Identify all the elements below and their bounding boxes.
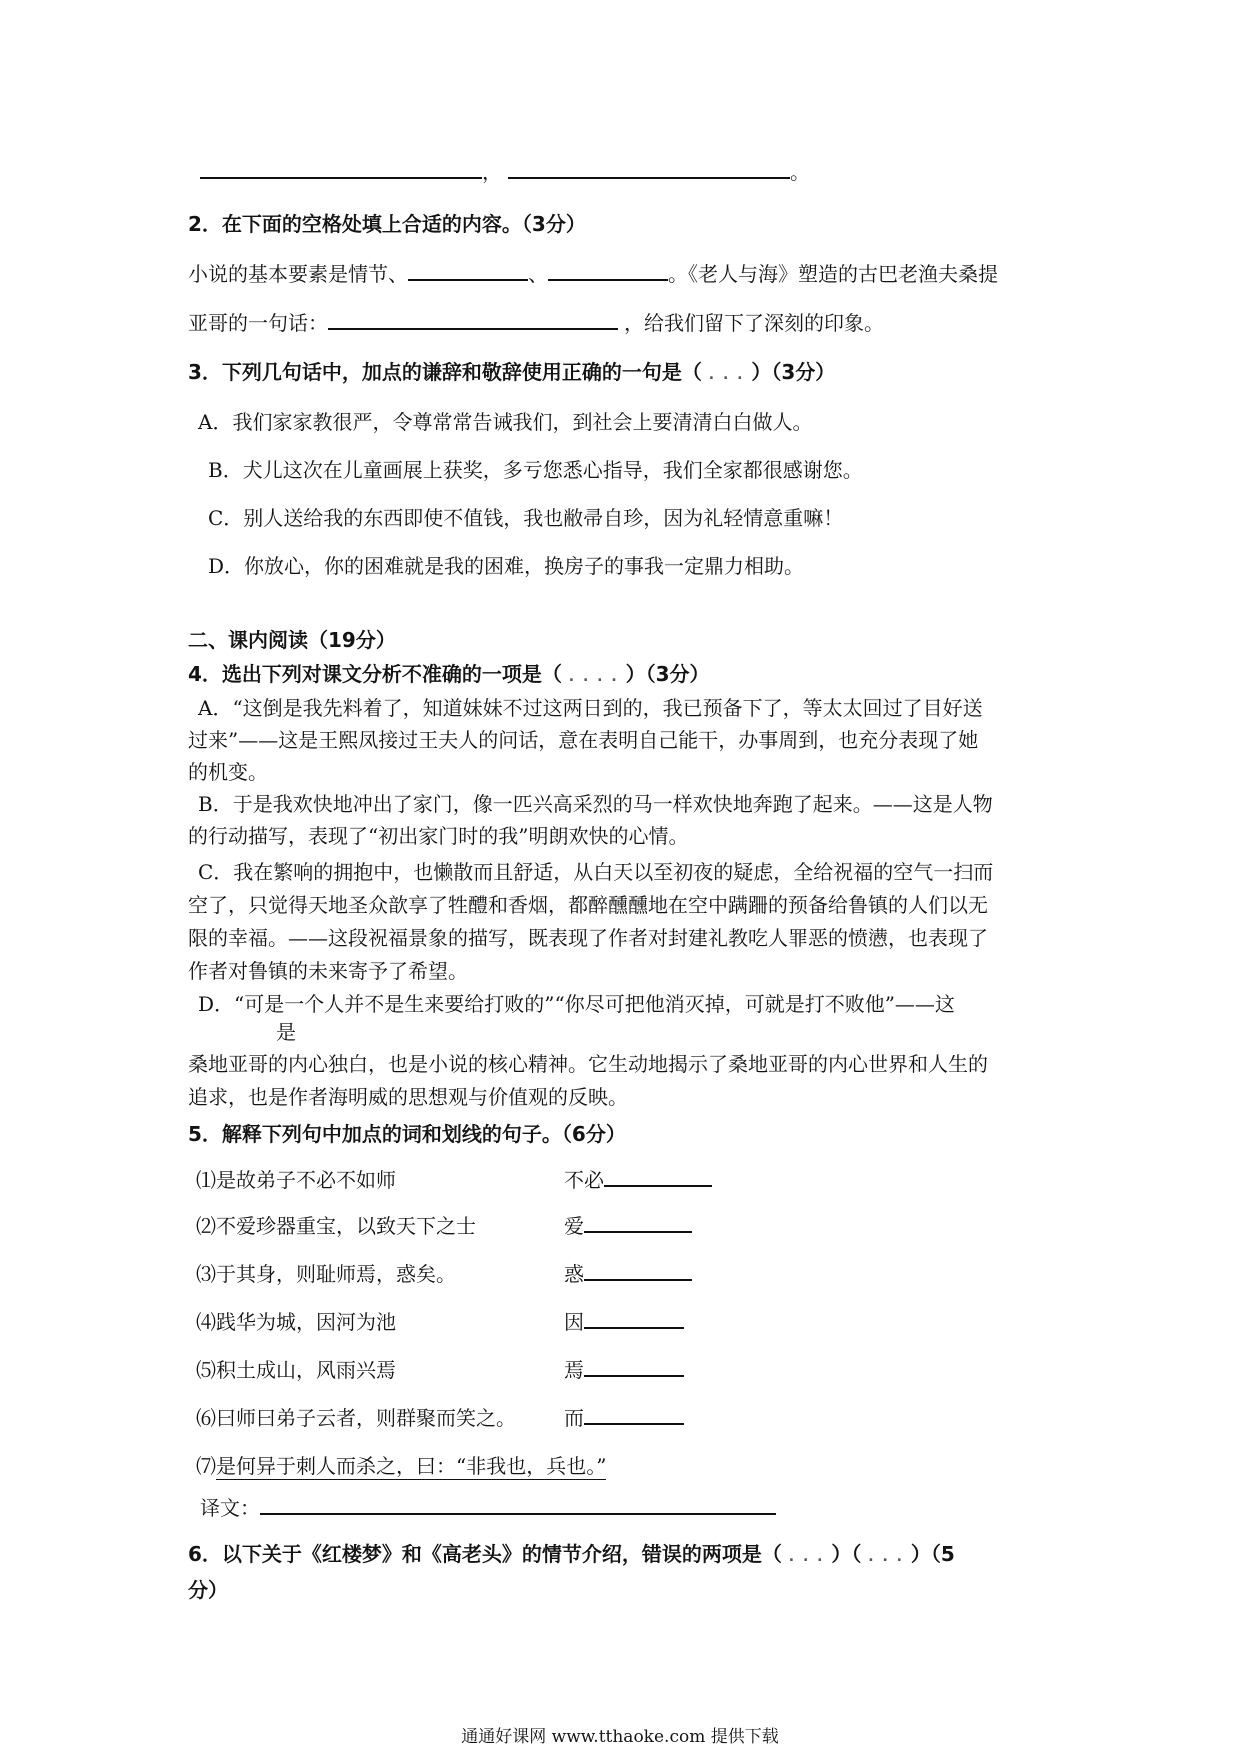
q5-item-answer	[564, 1310, 684, 1334]
q5-translation	[200, 1496, 776, 1520]
section2-title: 二、课内阅读（19分）	[188, 628, 396, 652]
q5-item-answer	[564, 1168, 712, 1192]
q2-line2-a: 亚哥的一句话：	[188, 311, 328, 335]
q6-title-mid: ）（	[831, 1542, 862, 1566]
comma: ，	[482, 160, 502, 184]
q2-line1-b: 。《老人与海》塑造的古巴老渔夫桑提	[668, 262, 998, 286]
q3-option-b: B．犬儿这次在儿童画展上获奖，多亏您悉心指导，我们全家都很感谢您。	[208, 458, 863, 482]
q4-line: 作者对鲁镇的未来寄予了希望。	[188, 959, 468, 983]
q2-blank-character[interactable]	[548, 278, 668, 281]
blank-1[interactable]	[200, 176, 482, 179]
q5-answer-blank[interactable]	[584, 1326, 684, 1329]
q5-item-word: 爱	[564, 1214, 584, 1238]
q3-option-d: D．你放心，你的困难就是我的困难，换房子的事我一定鼎力相助。	[208, 554, 805, 578]
q5-translation-blank[interactable]	[260, 1512, 776, 1515]
q5-answer-blank[interactable]	[584, 1278, 692, 1281]
q5-item-sentence: ⑸积土成山，风雨兴焉	[196, 1358, 396, 1382]
period: 。	[790, 160, 810, 184]
q4-answer-blank[interactable]: . . . .	[561, 669, 626, 685]
q5-item-word: 而	[564, 1406, 584, 1430]
q3-title-b: ）（3分）	[751, 360, 836, 384]
q2-sep: 、	[528, 262, 548, 286]
q5-item-sentence: ⑶于其身，则耻师焉，惑矣。	[196, 1262, 456, 1286]
q6-title-a: 6．以下关于《红楼梦》和《高老头》的情节介绍，错误的两项是（	[188, 1542, 782, 1566]
q4-line: 的机变。	[188, 760, 268, 784]
q2-title: 2．在下面的空格处填上合适的内容。（3分）	[188, 212, 586, 236]
q5-answer-blank[interactable]	[604, 1184, 712, 1187]
q4-line: 的行动描写，表现了“初出家门时的我”明朗欢快的心情。	[188, 824, 689, 848]
q4-line: 桑地亚哥的内心独白，也是小说的核心精神。它生动地揭示了桑地亚哥的内心世界和人生的	[188, 1052, 988, 1076]
q5-item-sentence: ⑹曰师曰弟子云者，则群聚而笑之。	[196, 1406, 516, 1430]
q5-answer-blank[interactable]	[584, 1230, 692, 1233]
q5-answer-blank[interactable]	[584, 1374, 684, 1377]
q2-blank-setting[interactable]	[408, 278, 528, 281]
q2-line1	[188, 262, 998, 286]
q4-line: A．“这倒是我先料着了，知道妹妹不过这两日到的，我已预备下了，等太太回过了目好送	[198, 696, 983, 720]
q2-line1-a: 小说的基本要素是情节、	[188, 262, 408, 286]
q5-item7-underlined: 是何异于刺人而杀之，曰：“非我也，兵也。”	[216, 1454, 607, 1478]
q5-title: 5．解释下列句中加点的词和划线的句子。（6分）	[188, 1122, 626, 1146]
q4-line: 是	[276, 1020, 296, 1044]
q6-title-cont: 分）	[188, 1578, 228, 1602]
q5-item-sentence: ⑷践华为城，因河为池	[196, 1310, 396, 1334]
q5-translation-label: 译文：	[200, 1496, 260, 1520]
q4-line: 追求，也是作者海明威的思想观与价值观的反映。	[188, 1085, 628, 1109]
q5-item-answer	[564, 1214, 692, 1238]
q6-title-b: ）（5	[910, 1542, 955, 1566]
q5-item-word: 焉	[564, 1358, 584, 1382]
q3-option-c: C．别人送给我的东西即使不值钱，我也敝帚自珍，因为礼轻情意重嘛！	[208, 506, 844, 530]
q6-answer-blank-1[interactable]: . . .	[781, 1549, 832, 1565]
q3-option-a: A．我们家家教很严，令尊常常告诫我们，到社会上要清清白白做人。	[198, 410, 813, 434]
q5-item-answer	[564, 1358, 684, 1382]
q4-title	[188, 662, 710, 689]
top-fill-line	[200, 160, 810, 184]
q5-item-sentence: ⑴是故弟子不必不如师	[196, 1168, 396, 1192]
page-footer: 通通好课网 www.tthaoke.com 提供下载	[461, 1727, 779, 1747]
q4-title-b: ）（3分）	[625, 662, 710, 686]
q5-item-word: 因	[564, 1310, 584, 1334]
q5-item-sentence: ⑵不爱珍器重宝，以致天下之士	[196, 1214, 476, 1238]
q5-item7	[196, 1454, 606, 1478]
q3-answer-blank[interactable]: . . .	[701, 367, 752, 383]
q4-line: 空了，只觉得天地圣众歆享了牲醴和香烟，都醉醺醺地在空中蹒跚的预备给鲁镇的人们以无	[188, 893, 988, 917]
q5-answer-blank[interactable]	[584, 1422, 684, 1425]
q4-line: C．我在繁响的拥抱中，也懒散而且舒适，从白天以至初夜的疑虑，全给祝福的空气一扫而	[198, 860, 994, 884]
q2-blank-quote[interactable]	[328, 327, 618, 330]
q3-title-a: 3．下列几句话中，加点的谦辞和敬辞使用正确的一句是（	[188, 360, 702, 384]
q4-line: 过来”——这是王熙凤接过王夫人的问话，意在表明自己能干，办事周到，也充分表现了她	[188, 728, 979, 752]
q4-title-a: 4．选出下列对课文分析不准确的一项是（	[188, 662, 562, 686]
q5-item7-prefix: ⑺	[196, 1454, 216, 1478]
q5-item-word: 惑	[564, 1262, 584, 1286]
q5-item-answer	[564, 1406, 684, 1430]
q2-line2-b: ，给我们留下了深刻的印象。	[624, 311, 884, 335]
q6-answer-blank-2[interactable]: . . .	[861, 1549, 911, 1565]
q2-line2	[188, 311, 884, 335]
q3-title	[188, 360, 835, 387]
q5-item-answer	[564, 1262, 692, 1286]
q4-line: 限的幸福。——这段祝福景象的描写，既表现了作者对封建礼教吃人罪恶的愤懑，也表现了	[188, 926, 988, 950]
q5-item-word: 不必	[564, 1168, 604, 1192]
q4-line: D．“可是一个人并不是生来要给打败的”“你尽可把他消灭掉，可就是打不败他”——这	[198, 992, 955, 1016]
blank-2[interactable]	[508, 176, 790, 179]
q4-line: B．于是我欢快地冲出了家门，像一匹兴高采烈的马一样欢快地奔跑了起来。——这是人物	[198, 792, 993, 816]
q6-title	[188, 1542, 955, 1569]
